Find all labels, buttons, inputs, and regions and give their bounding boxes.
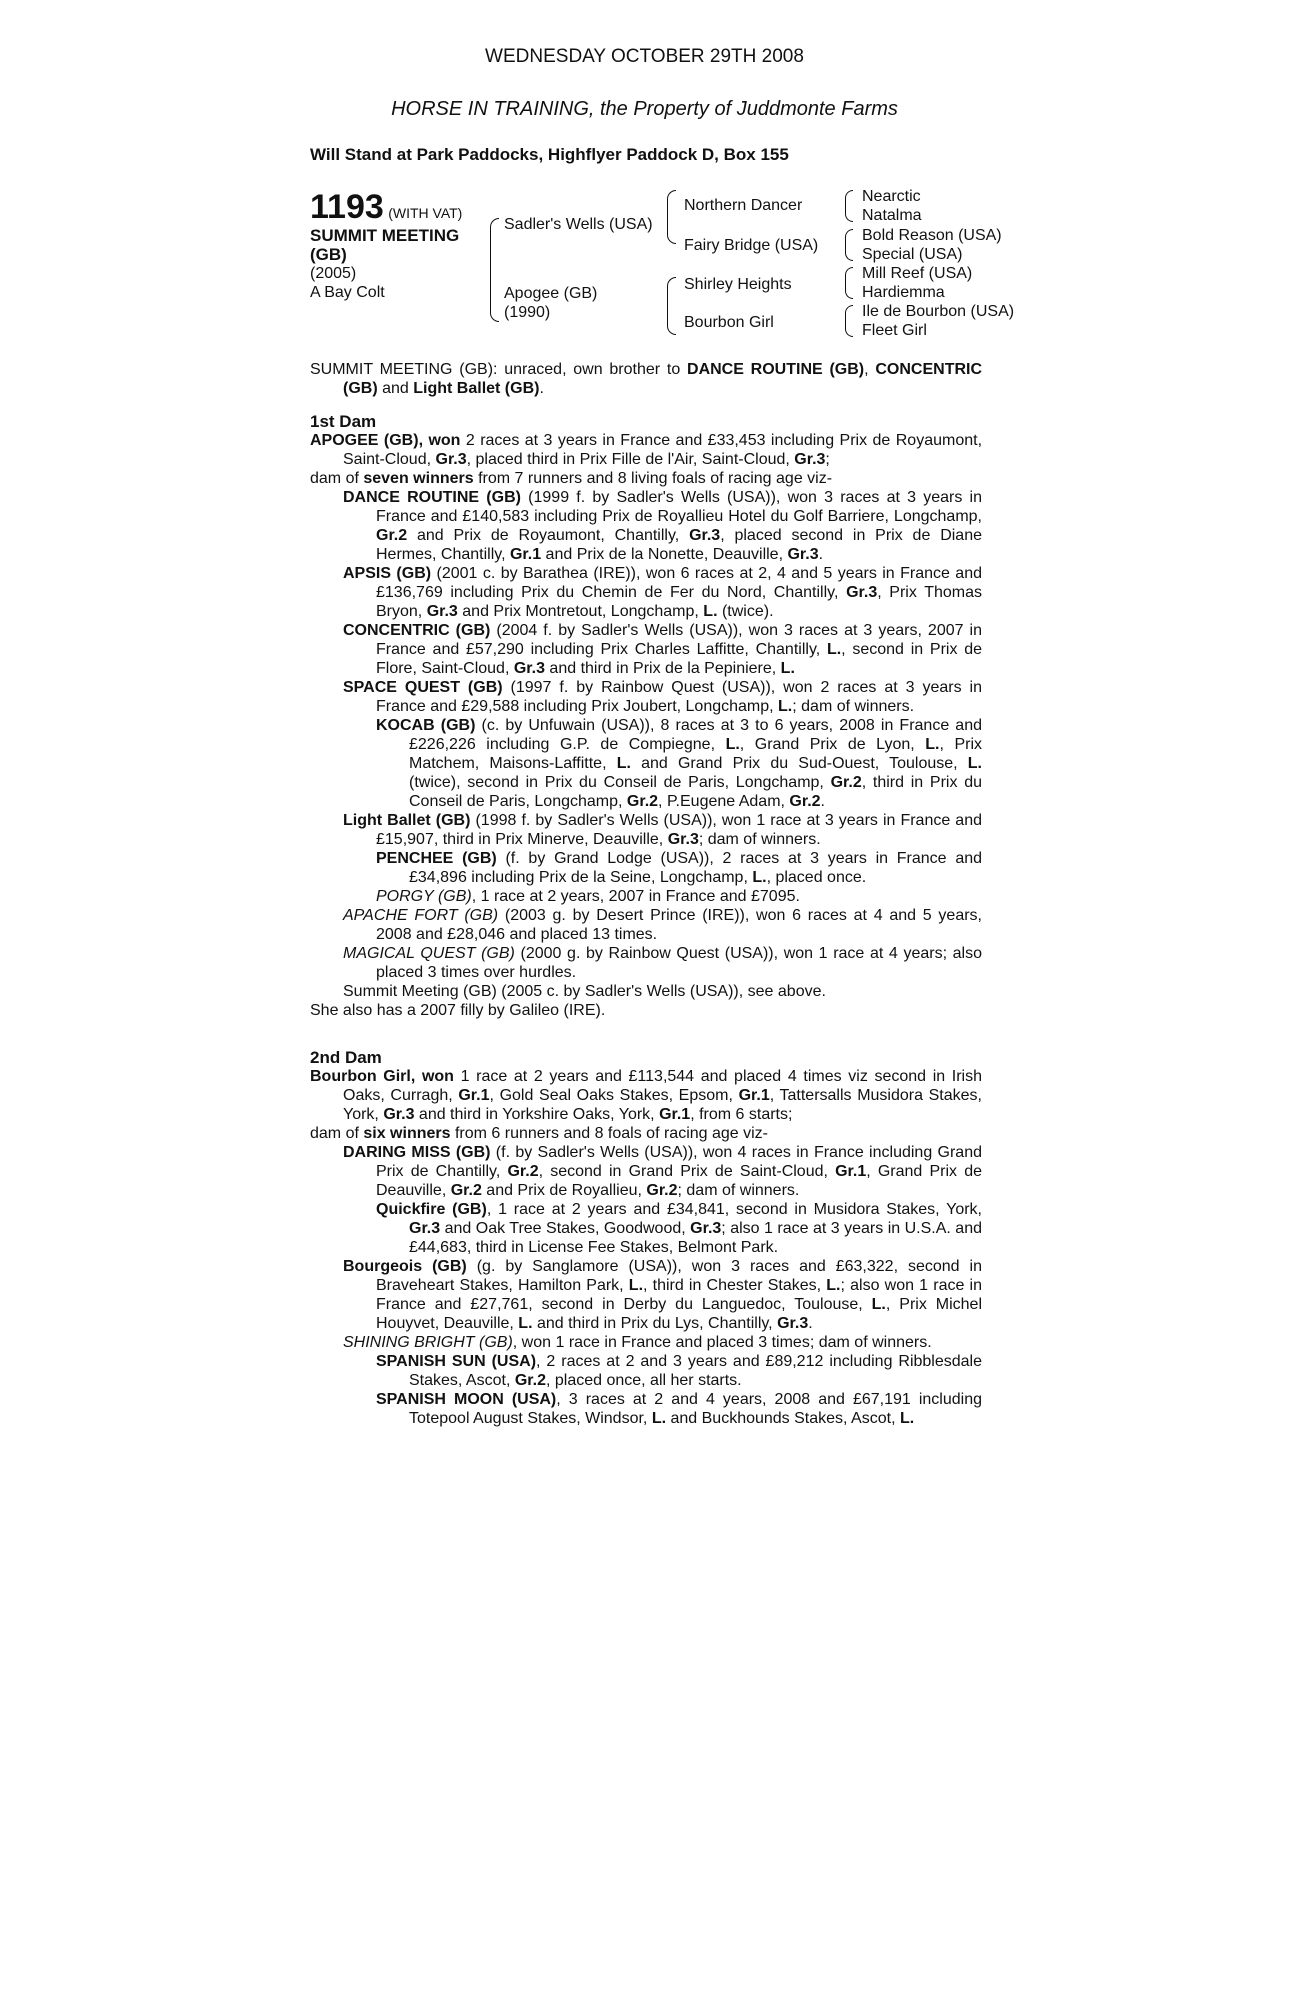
pedigree-dam-year: (1990)	[504, 304, 551, 321]
produce-entry: APACHE FORT (GB) (2003 g. by Desert Prince (IRE)), won 6 races at 4 and 5 years, 2008 and £28,046 and placed 13 times.	[343, 907, 982, 943]
sire-brace	[667, 190, 676, 244]
pedigree-sds: Bold Reason (USA)	[862, 227, 1002, 244]
lot-name: SUMMIT MEETING	[310, 226, 460, 245]
produce-entry: SPACE QUEST (GB) (1997 f. by Rainbow Quest (USA)), won 2 races at 3 years in France and £29,588 including Prix Joubert, Longchamp, L.; dam of winners.	[343, 679, 982, 715]
sale-date: WEDNESDAY OCTOBER 29TH 2008	[485, 46, 804, 67]
produce-entry: SPANISH MOON (USA), 3 races at 2 and 4 years, 2008 and £67,191 including Totepool August Stakes, Windsor, L. and Buckhounds Stakes, Ascot, L.	[376, 1391, 982, 1427]
pedigree-ds: Shirley Heights	[684, 276, 792, 293]
dam-brace	[667, 277, 676, 335]
produce-entry: PORGY (GB), 1 race at 2 years, 2007 in France and £7095.	[376, 888, 800, 905]
lot-info	[310, 188, 462, 302]
produce-entry: Summit Meeting (GB) (2005 c. by Sadler's Wells (USA)), see above.	[343, 983, 826, 1000]
produce-note: She also has a 2007 filly by Galileo (IRE).	[310, 1002, 606, 1019]
sale-subtitle: HORSE IN TRAINING, the Property of Juddmonte Farms	[391, 98, 898, 120]
first-dam-summary: APOGEE (GB), won 2 races at 3 years in France and £33,453 including Prix de Royaumont, Saint-Cloud, Gr.3, placed third in Prix Fille de l'Air, Saint-Cloud, Gr.3;	[310, 432, 983, 468]
pedigree-sss: Nearctic	[862, 188, 921, 205]
first-dam-produce: dam of seven winners from 7 runners and 8 living foals of racing age viz-	[310, 470, 833, 487]
produce-entry: APSIS (GB) (2001 c. by Barathea (IRE)), won 6 races at 2, 4 and 5 years in France and £136,769 including Prix du Chemin de Fer du Nord, Chantilly, Gr.3, Prix Thomas Bryon, Gr.3 and Prix Montretout, Longchamp, L. (twice).	[343, 565, 983, 620]
lot-year: (2005)	[310, 265, 357, 282]
ss-brace	[845, 190, 853, 222]
produce-entry: Light Ballet (GB) (1998 f. by Sadler's Wells (USA)), won 1 race at 3 years in France and £15,907, third in Prix Minerve, Deauville, Gr.3; dam of winners.	[343, 812, 982, 848]
first-dam-heading: 1st Dam	[310, 412, 377, 431]
lot-description: A Bay Colt	[310, 284, 385, 301]
pedigree-ddd: Fleet Girl	[862, 322, 927, 339]
catalogue-body	[310, 360, 982, 1428]
lot-name-country: (GB)	[310, 245, 347, 264]
produce-entry: Quickfire (GB), 1 race at 2 years and £34,841, second in Musidora Stakes, York, Gr.3 and Oak Tree Stakes, Goodwood, Gr.3; also 1 race at 3 years in U.S.A. and £44,683, third in License Fee Stakes, Belmont Park.	[376, 1201, 983, 1256]
sd-brace	[845, 229, 853, 261]
second-dam-produce: dam of six winners from 6 runners and 8 foals of racing age viz-	[310, 1125, 769, 1142]
pedigree-dd: Bourbon Girl	[684, 314, 774, 331]
pedigree-dam: Apogee (GB)	[504, 285, 598, 302]
sire-dam-brace	[490, 218, 499, 322]
produce-entry: PENCHEE (GB) (f. by Grand Lodge (USA)), 2 races at 3 years in France and £34,896 including Prix de la Seine, Longchamp, L., placed once.	[376, 850, 983, 886]
produce-entry: DARING MISS (GB) (f. by Sadler's Wells (USA)), won 4 races in France including Grand Prix de Chantilly, Gr.2, second in Grand Prix de Saint-Cloud, Gr.1, Grand Prix de Deauville, Gr.2 and Prix de Royallieu, Gr.2; dam of winners.	[343, 1144, 983, 1199]
pedigree-dds: Ile de Bourbon (USA)	[862, 303, 1015, 320]
produce-entry: KOCAB (GB) (c. by Unfuwain (USA)), 8 races at 3 to 6 years, 2008 in France and £226,226 including G.P. de Compiegne, L., Grand Prix de Lyon, L., Prix Matchem, Maisons-Laffitte, L. and Grand Prix du Sud-Ouest, Toulouse, L. (twice), second in Prix du Conseil de Paris, Longchamp, Gr.2, third in Prix du Conseil de Paris, Longchamp, Gr.2, P.Eugene Adam, Gr.2.	[376, 717, 983, 810]
second-dam-heading: 2nd Dam	[310, 1048, 382, 1067]
pedigree-sd: Fairy Bridge (USA)	[684, 237, 819, 254]
pedigree-ssd: Natalma	[862, 207, 922, 224]
pedigree-sire: Sadler's Wells (USA)	[504, 216, 653, 233]
pedigree-ss: Northern Dancer	[684, 197, 803, 214]
pedigree-dsd: Hardiemma	[862, 284, 945, 301]
lot-vat: (WITH VAT)	[388, 205, 463, 221]
produce-entry: Bourgeois (GB) (g. by Sanglamore (USA)), won 3 races and £63,322, second in Braveheart Stakes, Hamilton Park, L., third in Chester Stakes, L.; also won 1 race in France and £27,761, second in Derby du Languedoc, Toulouse, L., Prix Michel Houyvet, Deauville, L. and third in Prix du Lys, Chantilly, Gr.3.	[343, 1258, 983, 1332]
produce-entry: SHINING BRIGHT (GB), won 1 race in France and placed 3 times; dam of winners.	[343, 1334, 932, 1351]
second-dam-summary: Bourbon Girl, won 1 race at 2 years and £113,544 and placed 4 times viz second in Irish Oaks, Curragh, Gr.1, Gold Seal Oaks Stakes, Epsom, Gr.1, Tattersalls Musidora Stakes, York, Gr.3 and third in Yorkshire Oaks, York, Gr.1, from 6 starts;	[310, 1068, 983, 1123]
produce-entry: MAGICAL QUEST (GB) (2000 g. by Rainbow Quest (USA)), won 1 race at 4 years; also placed 3 times over hurdles.	[343, 945, 982, 981]
pedigree-sdd: Special (USA)	[862, 246, 963, 263]
ds-brace	[845, 267, 853, 299]
stand-location: Will Stand at Park Paddocks, Highflyer Paddock D, Box 155	[310, 145, 789, 164]
intro-paragraph: SUMMIT MEETING (GB): unraced, own brother to DANCE ROUTINE (GB), CONCENTRIC (GB) and Light Ballet (GB).	[310, 361, 983, 397]
dd-brace	[845, 305, 853, 337]
pedigree-dss: Mill Reef (USA)	[862, 265, 973, 282]
produce-entry: DANCE ROUTINE (GB) (1999 f. by Sadler's Wells (USA)), won 3 races at 3 years in France and £140,583 including Prix de Royallieu Hotel du Golf Barriere, Longchamp, Gr.2 and Prix de Royaumont, Chantilly, Gr.3, placed second in Prix de Diane Hermes, Chantilly, Gr.1 and Prix de la Nonette, Deauville, Gr.3.	[343, 489, 983, 563]
lot-number: 1193	[310, 188, 384, 226]
produce-entry: CONCENTRIC (GB) (2004 f. by Sadler's Wells (USA)), won 3 races at 3 years, 2007 in France and £57,290 including Prix Charles Laffitte, Chantilly, L., second in Prix de Flore, Saint-Cloud, Gr.3 and third in Prix de la Pepiniere, L.	[343, 622, 982, 677]
produce-entry: SPANISH SUN (USA), 2 races at 2 and 3 years and £89,212 including Ribblesdale Stakes, Ascot, Gr.2, placed once, all her starts.	[376, 1353, 983, 1389]
